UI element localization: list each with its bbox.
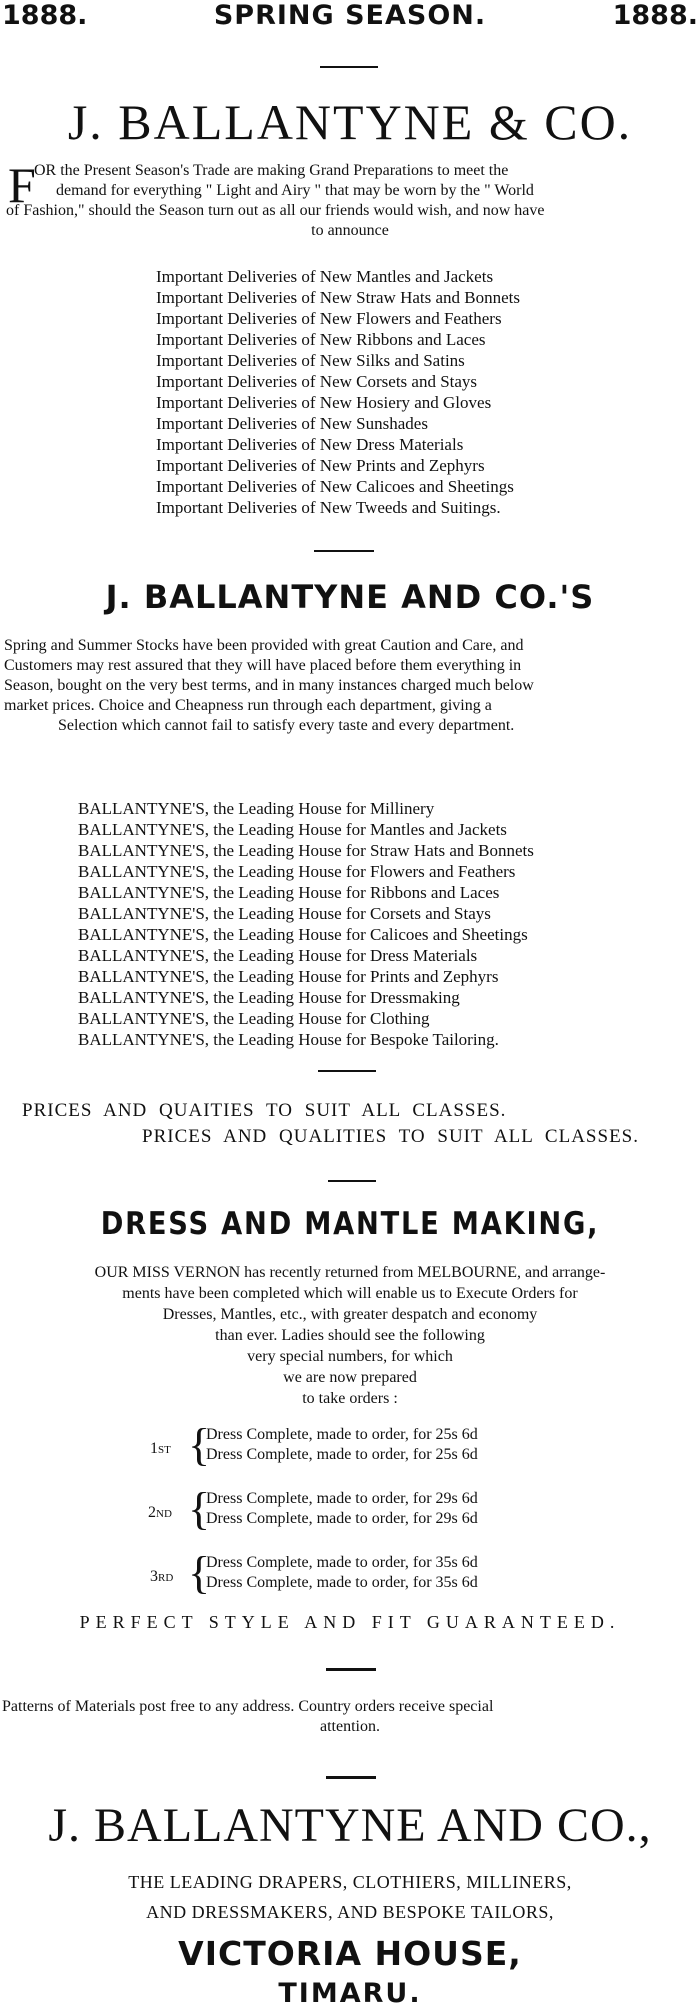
list-item: Important Deliveries of New Straw Hats and Bonnets: [156, 288, 520, 307]
footer-house: VICTORIA HOUSE,: [178, 1934, 522, 1973]
list-item: Important Deliveries of New Ribbons and Laces: [156, 330, 486, 349]
list-item: Important Deliveries of New Hosiery and Gloves: [156, 393, 492, 412]
list-item: Important Deliveries of New Silks and Satins: [156, 351, 465, 370]
divider: [320, 66, 378, 68]
list-item: BALLANTYNE'S, the Leading House for Ribbons and Laces: [78, 883, 500, 902]
prices-line: PRICES AND QUALITIES TO SUIT ALL CLASSES.: [142, 1126, 639, 1147]
paragraph-line: to take orders :: [302, 1390, 398, 1407]
intro-line: of Fashion," should the Season turn out as all our friends would wish, and now have: [6, 202, 545, 219]
footer-firm-name: J. BALLANTYNE AND CO.,: [48, 1799, 652, 1852]
offer-number: 1st: [150, 1440, 171, 1457]
divider: [326, 1668, 376, 1671]
stocks-paragraph: [4, 636, 698, 736]
patterns-line: Patterns of Materials post free to any address. Country orders receive special: [2, 1698, 494, 1715]
list-item: BALLANTYNE'S, the Leading House for Dressmaking: [78, 988, 460, 1007]
year-left: 1888.: [2, 0, 88, 31]
paragraph-line: very special numbers, for which: [247, 1348, 453, 1365]
footer-town: TIMARU.: [278, 1978, 422, 2009]
list-item: Important Deliveries of New Flowers and Feathers: [156, 309, 502, 328]
list-item: Important Deliveries of New Mantles and Jackets: [156, 267, 494, 286]
brace-icon: {: [188, 1419, 211, 1470]
footer-description: AND DRESSMAKERS, AND BESPOKE TAILORS,: [146, 1902, 554, 1922]
footer-description: THE LEADING DRAPERS, CLOTHIERS, MILLINERS,: [128, 1872, 572, 1892]
leading-house-list: [78, 798, 534, 1050]
paragraph-line: than ever. Ladies should see the following: [215, 1327, 485, 1344]
intro-line: OR the Present Season's Trade are making Grand Preparations to meet the: [34, 162, 509, 179]
list-item: Important Deliveries of New Sunshades: [156, 414, 428, 433]
list-item: Important Deliveries of New Tweeds and Suitings.: [156, 498, 501, 517]
vernon-paragraph: [0, 1262, 700, 1409]
offer-line: Dress Complete, made to order, for 35s 6d: [206, 1574, 478, 1591]
list-item: Important Deliveries of New Dress Materials: [156, 435, 464, 454]
list-item: BALLANTYNE'S, the Leading House for Straw Hats and Bonnets: [78, 841, 534, 860]
brace-icon: {: [188, 1483, 211, 1534]
list-item: BALLANTYNE'S, the Leading House for Prints and Zephyrs: [78, 967, 499, 986]
intro-dropcap: F: [8, 157, 36, 213]
list-item: BALLANTYNE'S, the Leading House for Flowers and Feathers: [78, 862, 516, 881]
list-item: BALLANTYNE'S, the Leading House for Mantles and Jackets: [78, 820, 507, 839]
paragraph-line: Spring and Summer Stocks have been provided with great Caution and Care, and: [4, 637, 524, 654]
paragraph-line: Season, bought on the very best terms, and in many instances charged much below: [4, 677, 534, 694]
prices-line: PRICES AND QUAITIES TO SUIT ALL CLASSES.: [22, 1100, 507, 1121]
list-item: Important Deliveries of New Corsets and Stays: [156, 372, 478, 391]
offer-line: Dress Complete, made to order, for 25s 6d: [206, 1446, 478, 1463]
year-right: 1888.: [612, 0, 698, 31]
offer-line: Dress Complete, made to order, for 25s 6d: [206, 1426, 478, 1443]
firm-title: J. BALLANTYNE & CO.: [67, 94, 633, 150]
list-item: Important Deliveries of New Calicoes and Sheetings: [156, 477, 514, 496]
list-item: BALLANTYNE'S, the Leading House for Dress Materials: [78, 946, 478, 965]
list-item: Important Deliveries of New Prints and Zephyrs: [156, 456, 485, 475]
intro-line: demand for everything " Light and Airy " that may be worn by the " World: [56, 182, 534, 199]
brace-icon: {: [188, 1547, 211, 1598]
list-item: BALLANTYNE'S, the Leading House for Calicoes and Sheetings: [78, 925, 528, 944]
divider: [328, 1180, 376, 1182]
section-title: J. BALLANTYNE AND CO.'S: [105, 578, 595, 616]
season-heading: SPRING SEASON.: [213, 0, 487, 31]
list-item: BALLANTYNE'S, the Leading House for Corsets and Stays: [78, 904, 491, 923]
paragraph-line: we are now prepared: [283, 1369, 417, 1386]
offer-number: 2nd: [148, 1504, 172, 1521]
section-title: DRESS AND MANTLE MAKING,: [100, 1206, 600, 1242]
paragraph-line: Selection which cannot fail to satisfy every taste and every department.: [58, 717, 515, 734]
offer-line: Dress Complete, made to order, for 35s 6d: [206, 1554, 478, 1571]
offer-line: Dress Complete, made to order, for 29s 6d: [206, 1490, 478, 1507]
divider: [326, 1776, 376, 1779]
list-item: BALLANTYNE'S, the Leading House for Millinery: [78, 799, 435, 818]
offer-line: Dress Complete, made to order, for 29s 6d: [206, 1510, 478, 1527]
list-item: BALLANTYNE'S, the Leading House for Clothing: [78, 1009, 430, 1028]
paragraph-line: ments have been completed which will enable us to Execute Orders for: [122, 1285, 578, 1302]
paragraph-line: OUR MISS VERNON has recently returned from MELBOURNE, and arrange-: [94, 1264, 606, 1281]
divider: [314, 550, 374, 552]
paragraph-line: market prices. Choice and Cheapness run through each department, giving a: [4, 697, 492, 714]
list-item: BALLANTYNE'S, the Leading House for Bespoke Tailoring.: [78, 1030, 499, 1049]
divider: [318, 1070, 376, 1072]
offer-number: 3rd: [150, 1568, 174, 1585]
paragraph-line: Customers may rest assured that they will have placed before them everything in: [4, 657, 522, 674]
guarantee-line: PERFECT STYLE AND FIT GUARANTEED.: [79, 1612, 621, 1632]
intro-line: to announce: [311, 222, 389, 239]
paragraph-line: Dresses, Mantles, etc., with greater despatch and economy: [162, 1306, 538, 1323]
deliveries-list: [156, 266, 520, 518]
patterns-line: attention.: [320, 1718, 380, 1735]
